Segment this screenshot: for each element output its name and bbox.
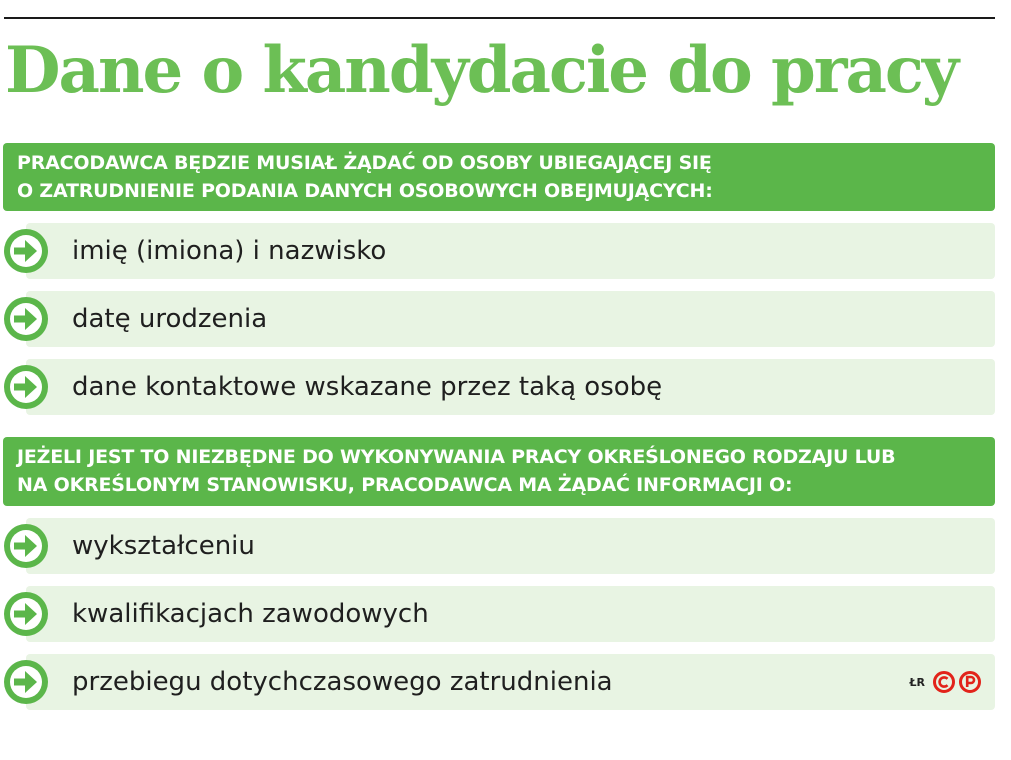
arrow-right-circle-icon (3, 228, 49, 274)
section1-header-line2: O ZATRUDNIENIE PODANIA DANYCH OSOBOWYCH OBEJMUJĄCYCH: (17, 180, 713, 202)
arrow-right-circle-icon (3, 659, 49, 705)
list-item-label: datę urodzenia (72, 304, 268, 334)
list-item-label: dane kontaktowe wskazane przez taką osobę (72, 372, 663, 402)
section1-header (3, 143, 995, 211)
list-item (0, 223, 995, 279)
arrow-right-circle-icon (3, 523, 49, 569)
copyright-c-icon (933, 671, 955, 693)
page-title: Dane o kandydacie do pracy (5, 33, 958, 108)
section2-header-line2: NA OKREŚLONYM STANOWISKU, PRACODAWCA MA ŻĄDAĆ INFORMACJI O: (17, 474, 793, 496)
list-item-label: wykształceniu (72, 531, 255, 561)
credit-author: ŁR (909, 675, 925, 689)
list-item (0, 359, 995, 415)
arrow-right-circle-icon (3, 364, 49, 410)
credit (909, 670, 981, 694)
list-item-label: kwalifikacjach zawodowych (72, 599, 429, 629)
list-item (0, 518, 995, 574)
arrow-right-circle-icon (3, 296, 49, 342)
section1-header-line1: PRACODAWCA BĘDZIE MUSIAŁ ŻĄDAĆ OD OSOBY UBIEGAJĄCEJ SIĘ (17, 152, 712, 174)
top-rule (4, 17, 995, 19)
list-item-label: przebiegu dotychczasowego zatrudnienia (72, 667, 613, 697)
list-item (0, 586, 995, 642)
section2-header (3, 437, 995, 506)
list-item (0, 291, 995, 347)
arrow-right-circle-icon (3, 591, 49, 637)
copyright-p-icon (959, 671, 981, 693)
list-item-label: imię (imiona) i nazwisko (72, 236, 387, 266)
list-item (0, 654, 995, 710)
section2-header-line1: JEŻELI JEST TO NIEZBĘDNE DO WYKONYWANIA PRACY OKREŚLONEGO RODZAJU LUB (17, 446, 896, 468)
